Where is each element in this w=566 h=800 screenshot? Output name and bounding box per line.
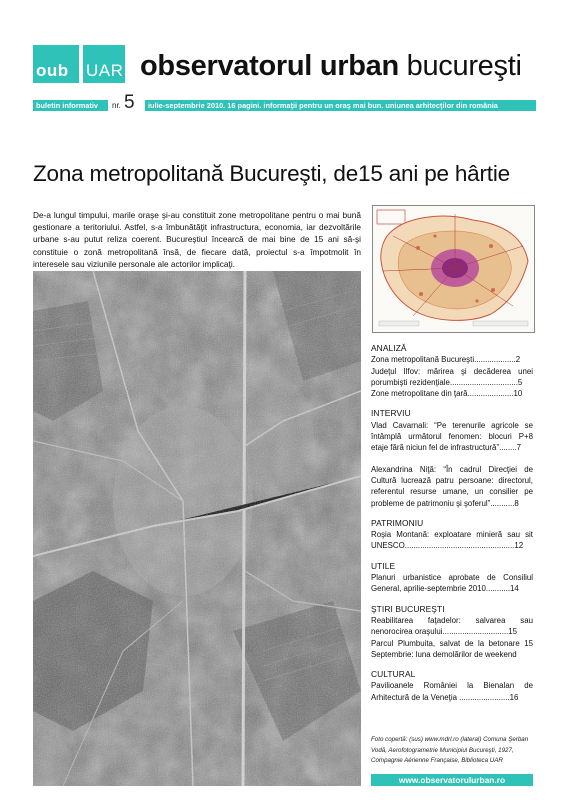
toc-item: Vlad Cavarnali: “Pe terenurile agricole se întâmplă următorul fenomen: blocuri P+8 etaje fără niciun fel de infrastructură”........7 (371, 420, 533, 453)
publication-title-bold: observatorul urban (140, 50, 399, 82)
logo-uar (83, 45, 125, 83)
toc-section-analiza (371, 343, 533, 399)
logo-uar-text: UAR (86, 61, 124, 80)
aerial-photo-graphic (33, 271, 361, 786)
logo-oub (33, 45, 79, 83)
metropolitan-map-graphic (373, 206, 534, 332)
toc-section-stiri (371, 604, 533, 660)
toc-section-patrimoniu (371, 518, 533, 552)
toc-heading: INTERVIU (371, 408, 411, 419)
logo-oub-text: oub (36, 61, 69, 80)
toc-heading: UTILE (371, 560, 396, 571)
photo-credits: Foto copertă: (sus) www.mdrl.ro (lateral) Comuna Şerban Vodă, Aerofotogrametrie Municipiul Bucureşti, 1927, Compagnie Aérienne Française, Biblioteca UAR (371, 736, 529, 764)
issue-label: nr. (112, 101, 121, 110)
toc-item: Pavilioanele României la Bienalan de Arhitectură de la Veneţia .......................16 (371, 681, 533, 702)
toc-section-interviu (371, 408, 533, 508)
toc-item: Reabilitarea faţadelor: salvarea sau nenorocirea oraşului..............................15 (371, 615, 533, 637)
toc-item: Zone metropolitane din ţară.....................10 (371, 389, 523, 399)
table-of-contents (371, 343, 533, 703)
toc-item: Planuri urbanistice aprobate de Consiliul General, aprilie-septembrie 2010...........14 (371, 573, 533, 594)
bulletin-label: buletin informativ (33, 100, 108, 111)
toc-section-cultural (371, 669, 533, 703)
toc-section-utile (371, 561, 533, 595)
toc-item: Alexandrina Niţă: “În cadrul Direcţiei de Cultură lucrează patru persoane: directorul, referentul resurse umane, un consilier pe probleme de patrimoniu şi şoferul”...........8 (371, 464, 533, 508)
publication-title (140, 50, 522, 83)
toc-item: Roşia Montană: exploatare minieră sau sit UNESCO..................................................12 (371, 530, 533, 551)
website-link[interactable]: www.observatorulurban.ro (371, 774, 533, 786)
publication-title-rest: bucureşti (398, 50, 522, 82)
article-intro: De-a lungul timpului, marile oraşe şi-au constituit zone metropolitane pentru o mai bună gestionare a teritoriului. Astfel, s-a îmbunătăţit infrastructura, economia, iar dezvoltările urbane s-au putut reliza coerent. Bucureştiul încearcă de mai bine de 15 ani să-şi constituie o zonă metropolitană însă, de fiecare dată, proiectul s-a împotmolit în interesele sau viziunile personale ale actorilor implicaţi. (33, 210, 361, 269)
issue-info-bar: iulie-septembrie 2010. 16 pagini. informaţii pentru un oraş mai bun. uniunea arhitecţilor din românia (145, 100, 536, 111)
aerial-photo (33, 271, 361, 786)
toc-item: Judeţul Ilfov: mărirea şi decăderea unei porumbişti rezidenţiale...............................5 (371, 366, 533, 387)
issue-number: 5 (124, 92, 135, 113)
toc-heading: CULTURAL (371, 669, 416, 680)
metropolitan-map (372, 205, 535, 333)
toc-heading: ŞTIRI BUCUREŞTI (371, 603, 445, 614)
toc-heading: ANALIZĂ (371, 343, 407, 353)
toc-item: Parcul Plumbuita, salvat de la betonare 15 Septembrie: luna demolărilor de weekend (371, 638, 533, 659)
article-headline: Zona metropolitană Bucureşti, de15 ani pe hârtie (33, 161, 510, 186)
toc-heading: PATRIMONIU (371, 517, 424, 528)
toc-item: Zona metropolitană Bucureşti...................2 (371, 355, 521, 365)
